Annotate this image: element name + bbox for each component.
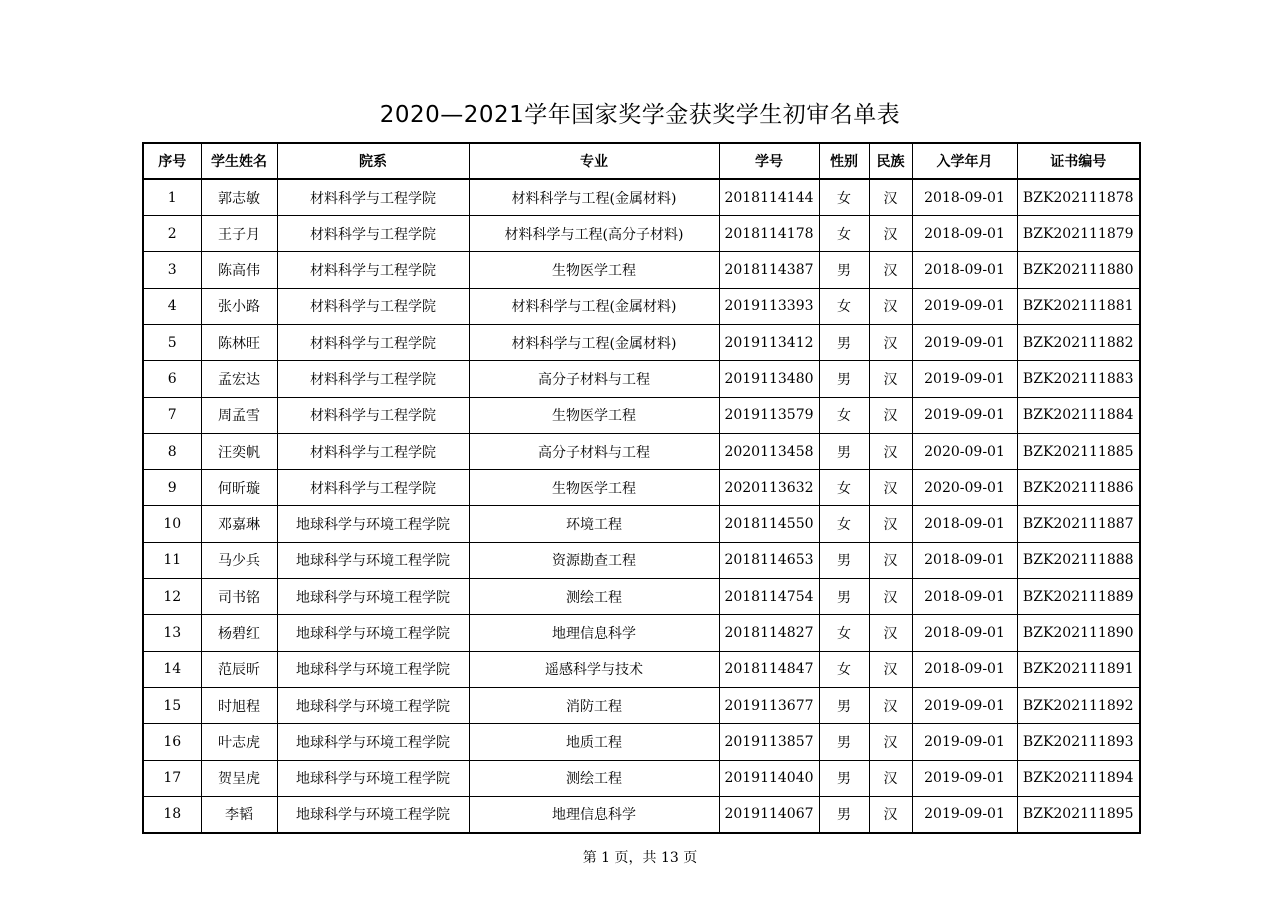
cell-department: 地球科学与环境工程学院 (277, 724, 469, 760)
cell-gender: 女 (819, 179, 869, 215)
cell-gender: 男 (819, 724, 869, 760)
cell-gender: 女 (819, 397, 869, 433)
cell-ethnicity: 汉 (869, 615, 912, 651)
cell-ethnicity: 汉 (869, 796, 912, 832)
cell-certificate-number: BZK202111883 (1017, 361, 1140, 397)
cell-certificate-number: BZK202111892 (1017, 687, 1140, 723)
cell-student-name: 张小路 (201, 288, 277, 324)
header-index: 序号 (143, 143, 201, 179)
table-row (143, 397, 1140, 433)
cell-student-name: 陈高伟 (201, 252, 277, 288)
cell-index: 13 (143, 615, 201, 651)
table-row (143, 651, 1140, 687)
cell-student-id: 2019113677 (719, 687, 819, 723)
table-row (143, 796, 1140, 832)
cell-department: 地球科学与环境工程学院 (277, 579, 469, 615)
cell-department: 地球科学与环境工程学院 (277, 615, 469, 651)
cell-index: 14 (143, 651, 201, 687)
cell-student-id: 2018114847 (719, 651, 819, 687)
cell-student-name: 王子月 (201, 216, 277, 252)
cell-student-id: 2019113857 (719, 724, 819, 760)
cell-ethnicity: 汉 (869, 397, 912, 433)
cell-index: 9 (143, 470, 201, 506)
cell-student-id: 2018114754 (719, 579, 819, 615)
cell-student-name: 范辰昕 (201, 651, 277, 687)
cell-ethnicity: 汉 (869, 724, 912, 760)
cell-ethnicity: 汉 (869, 361, 912, 397)
cell-major: 消防工程 (469, 687, 719, 723)
cell-student-id: 2019113480 (719, 361, 819, 397)
cell-student-name: 郭志敏 (201, 179, 277, 215)
cell-index: 10 (143, 506, 201, 542)
scholarship-table (142, 142, 1141, 834)
cell-student-id: 2020113632 (719, 470, 819, 506)
cell-certificate-number: BZK202111893 (1017, 724, 1140, 760)
cell-student-id: 2018114550 (719, 506, 819, 542)
cell-enrollment-date: 2018-09-01 (912, 506, 1017, 542)
table-row (143, 288, 1140, 324)
cell-student-id: 2019113393 (719, 288, 819, 324)
table-row (143, 433, 1140, 469)
cell-ethnicity: 汉 (869, 252, 912, 288)
cell-index: 15 (143, 687, 201, 723)
cell-certificate-number: BZK202111888 (1017, 542, 1140, 578)
cell-index: 2 (143, 216, 201, 252)
cell-student-name: 周孟雪 (201, 397, 277, 433)
cell-gender: 男 (819, 433, 869, 469)
table-row (143, 760, 1140, 796)
header-department: 院系 (277, 143, 469, 179)
cell-student-id: 2018114144 (719, 179, 819, 215)
cell-department: 地球科学与环境工程学院 (277, 687, 469, 723)
cell-student-id: 2018114827 (719, 615, 819, 651)
cell-student-id: 2019113412 (719, 324, 819, 360)
page-title: 2020—2021学年国家奖学金获奖学生初审名单表 (379, 102, 901, 128)
cell-index: 8 (143, 433, 201, 469)
cell-ethnicity: 汉 (869, 288, 912, 324)
cell-student-name: 时旭程 (201, 687, 277, 723)
cell-major: 遥感科学与技术 (469, 651, 719, 687)
cell-department: 地球科学与环境工程学院 (277, 542, 469, 578)
cell-certificate-number: BZK202111885 (1017, 433, 1140, 469)
header-student-id: 学号 (719, 143, 819, 179)
header-certificate-number: 证书编号 (1017, 143, 1140, 179)
table-row (143, 542, 1140, 578)
cell-index: 1 (143, 179, 201, 215)
cell-student-name: 司书铭 (201, 579, 277, 615)
cell-gender: 女 (819, 506, 869, 542)
cell-major: 材料科学与工程(金属材料) (469, 288, 719, 324)
cell-major: 资源勘查工程 (469, 542, 719, 578)
cell-enrollment-date: 2019-09-01 (912, 724, 1017, 760)
cell-student-name: 陈林旺 (201, 324, 277, 360)
cell-department: 材料科学与工程学院 (277, 361, 469, 397)
cell-enrollment-date: 2019-09-01 (912, 687, 1017, 723)
cell-enrollment-date: 2018-09-01 (912, 216, 1017, 252)
table-row (143, 687, 1140, 723)
table-row (143, 470, 1140, 506)
cell-major: 高分子材料与工程 (469, 433, 719, 469)
table-row (143, 252, 1140, 288)
cell-certificate-number: BZK202111879 (1017, 216, 1140, 252)
cell-ethnicity: 汉 (869, 324, 912, 360)
cell-gender: 女 (819, 470, 869, 506)
cell-major: 生物医学工程 (469, 252, 719, 288)
cell-ethnicity: 汉 (869, 687, 912, 723)
cell-enrollment-date: 2019-09-01 (912, 288, 1017, 324)
cell-ethnicity: 汉 (869, 651, 912, 687)
cell-index: 12 (143, 579, 201, 615)
cell-gender: 女 (819, 651, 869, 687)
cell-student-name: 孟宏达 (201, 361, 277, 397)
table-row (143, 724, 1140, 760)
cell-student-name: 汪奕帆 (201, 433, 277, 469)
cell-gender: 男 (819, 579, 869, 615)
cell-enrollment-date: 2018-09-01 (912, 542, 1017, 578)
cell-major: 生物医学工程 (469, 397, 719, 433)
header-enrollment-date: 入学年月 (912, 143, 1017, 179)
cell-enrollment-date: 2018-09-01 (912, 579, 1017, 615)
header-major: 专业 (469, 143, 719, 179)
cell-student-id: 2018114653 (719, 542, 819, 578)
cell-enrollment-date: 2020-09-01 (912, 433, 1017, 469)
cell-student-name: 何昕璇 (201, 470, 277, 506)
table-row (143, 216, 1140, 252)
cell-enrollment-date: 2020-09-01 (912, 470, 1017, 506)
header-student-name: 学生姓名 (201, 143, 277, 179)
cell-enrollment-date: 2019-09-01 (912, 796, 1017, 832)
cell-certificate-number: BZK202111881 (1017, 288, 1140, 324)
cell-student-name: 叶志虎 (201, 724, 277, 760)
cell-enrollment-date: 2018-09-01 (912, 252, 1017, 288)
header-gender: 性别 (819, 143, 869, 179)
cell-certificate-number: BZK202111890 (1017, 615, 1140, 651)
cell-certificate-number: BZK202111882 (1017, 324, 1140, 360)
cell-department: 材料科学与工程学院 (277, 397, 469, 433)
cell-gender: 男 (819, 796, 869, 832)
cell-certificate-number: BZK202111880 (1017, 252, 1140, 288)
cell-student-name: 贺呈虎 (201, 760, 277, 796)
cell-major: 材料科学与工程(金属材料) (469, 324, 719, 360)
cell-enrollment-date: 2019-09-01 (912, 397, 1017, 433)
cell-certificate-number: BZK202111887 (1017, 506, 1140, 542)
cell-enrollment-date: 2018-09-01 (912, 615, 1017, 651)
cell-enrollment-date: 2019-09-01 (912, 760, 1017, 796)
cell-major: 环境工程 (469, 506, 719, 542)
cell-ethnicity: 汉 (869, 506, 912, 542)
cell-enrollment-date: 2018-09-01 (912, 179, 1017, 215)
table-row (143, 579, 1140, 615)
cell-department: 地球科学与环境工程学院 (277, 506, 469, 542)
cell-department: 材料科学与工程学院 (277, 433, 469, 469)
cell-department: 材料科学与工程学院 (277, 470, 469, 506)
cell-student-id: 2019113579 (719, 397, 819, 433)
cell-certificate-number: BZK202111886 (1017, 470, 1140, 506)
cell-certificate-number: BZK202111884 (1017, 397, 1140, 433)
table-row (143, 615, 1140, 651)
cell-gender: 女 (819, 615, 869, 651)
cell-major: 材料科学与工程(高分子材料) (469, 216, 719, 252)
cell-student-id: 2019114040 (719, 760, 819, 796)
cell-index: 11 (143, 542, 201, 578)
cell-student-id: 2018114387 (719, 252, 819, 288)
cell-index: 6 (143, 361, 201, 397)
cell-department: 材料科学与工程学院 (277, 179, 469, 215)
cell-major: 测绘工程 (469, 579, 719, 615)
cell-student-name: 李韬 (201, 796, 277, 832)
cell-department: 材料科学与工程学院 (277, 252, 469, 288)
table-row (143, 506, 1140, 542)
cell-certificate-number: BZK202111894 (1017, 760, 1140, 796)
header-ethnicity: 民族 (869, 143, 912, 179)
cell-department: 材料科学与工程学院 (277, 288, 469, 324)
cell-ethnicity: 汉 (869, 579, 912, 615)
cell-student-id: 2018114178 (719, 216, 819, 252)
cell-index: 5 (143, 324, 201, 360)
cell-gender: 男 (819, 252, 869, 288)
cell-ethnicity: 汉 (869, 216, 912, 252)
cell-major: 高分子材料与工程 (469, 361, 719, 397)
cell-index: 4 (143, 288, 201, 324)
cell-ethnicity: 汉 (869, 179, 912, 215)
cell-gender: 男 (819, 324, 869, 360)
cell-index: 17 (143, 760, 201, 796)
cell-student-id: 2019114067 (719, 796, 819, 832)
cell-certificate-number: BZK202111895 (1017, 796, 1140, 832)
cell-certificate-number: BZK202111889 (1017, 579, 1140, 615)
page-footer: 第 1 页，共 13 页 (582, 850, 698, 866)
cell-index: 7 (143, 397, 201, 433)
cell-index: 3 (143, 252, 201, 288)
cell-major: 测绘工程 (469, 760, 719, 796)
cell-certificate-number: BZK202111878 (1017, 179, 1140, 215)
cell-major: 地质工程 (469, 724, 719, 760)
cell-student-id: 2020113458 (719, 433, 819, 469)
cell-ethnicity: 汉 (869, 542, 912, 578)
cell-department: 地球科学与环境工程学院 (277, 760, 469, 796)
cell-ethnicity: 汉 (869, 433, 912, 469)
table-header-row (143, 143, 1140, 179)
cell-student-name: 马少兵 (201, 542, 277, 578)
cell-ethnicity: 汉 (869, 760, 912, 796)
cell-enrollment-date: 2018-09-01 (912, 651, 1017, 687)
cell-major: 材料科学与工程(金属材料) (469, 179, 719, 215)
cell-gender: 女 (819, 288, 869, 324)
cell-department: 材料科学与工程学院 (277, 324, 469, 360)
cell-student-name: 杨碧红 (201, 615, 277, 651)
cell-index: 18 (143, 796, 201, 832)
cell-department: 地球科学与环境工程学院 (277, 796, 469, 832)
cell-gender: 男 (819, 361, 869, 397)
cell-certificate-number: BZK202111891 (1017, 651, 1140, 687)
cell-enrollment-date: 2019-09-01 (912, 361, 1017, 397)
table-row (143, 361, 1140, 397)
cell-index: 16 (143, 724, 201, 760)
cell-major: 地理信息科学 (469, 796, 719, 832)
cell-gender: 男 (819, 542, 869, 578)
cell-major: 生物医学工程 (469, 470, 719, 506)
table-row (143, 179, 1140, 215)
cell-gender: 男 (819, 687, 869, 723)
cell-student-name: 邓嘉琳 (201, 506, 277, 542)
cell-major: 地理信息科学 (469, 615, 719, 651)
cell-enrollment-date: 2019-09-01 (912, 324, 1017, 360)
cell-gender: 男 (819, 760, 869, 796)
cell-department: 材料科学与工程学院 (277, 216, 469, 252)
table-row (143, 324, 1140, 360)
cell-gender: 女 (819, 216, 869, 252)
cell-ethnicity: 汉 (869, 470, 912, 506)
cell-department: 地球科学与环境工程学院 (277, 651, 469, 687)
